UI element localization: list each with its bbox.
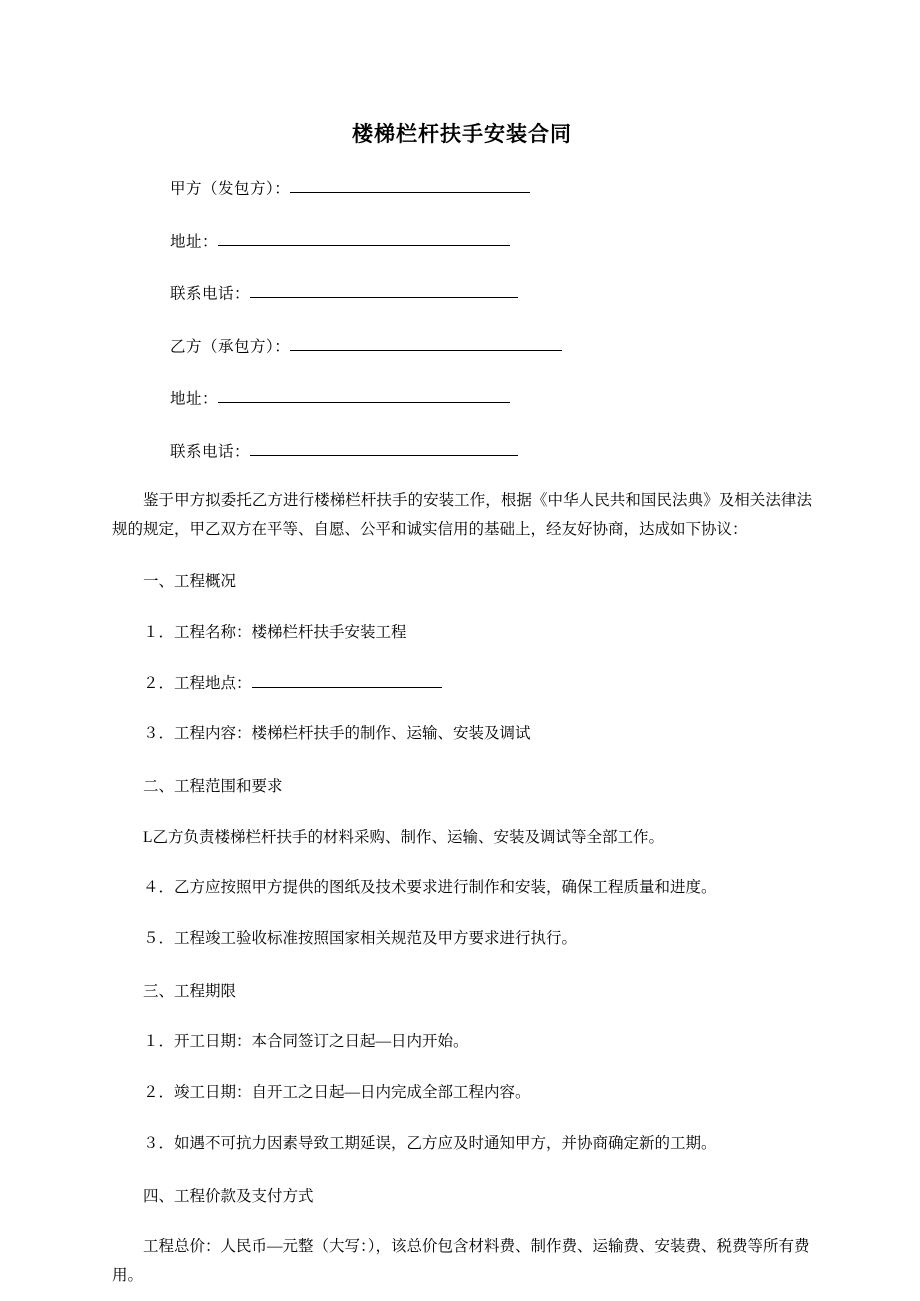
section-1-item-1 xyxy=(112,619,812,648)
section-2-item-1 xyxy=(112,824,812,853)
document-body xyxy=(112,0,812,1291)
party-blank[interactable] xyxy=(290,176,530,193)
item-text: ３．如遇不可抗力因素导致工期延误，乙方应及时通知甲方，并协商确定新的工期。 xyxy=(143,1134,717,1152)
party-blank[interactable] xyxy=(218,386,510,403)
item-text: ５．工程竣工验收标准按照国家相关规范及甲方要求进行执行。 xyxy=(143,930,578,948)
section-heading-4: 四、工程价款及支付方式 xyxy=(143,1187,314,1205)
item-text: ４．乙方应按照甲方提供的图纸及技术要求进行制作和安装，确保工程质量和进度。 xyxy=(143,879,717,897)
section-3-item-3 xyxy=(112,1130,812,1159)
section-1-item-3 xyxy=(112,720,812,749)
party-field-yifang xyxy=(112,334,812,359)
party-label: 地址： xyxy=(170,390,219,408)
page-title: 楼梯栏杆扶手安装合同 xyxy=(352,123,572,146)
party-label: 乙方（承包方）： xyxy=(170,337,291,355)
section-3-item-1 xyxy=(112,1028,812,1057)
section-2-item-2 xyxy=(112,874,812,903)
item-text: ２．竣工日期：自开工之日起—日内完成全部工程内容。 xyxy=(143,1084,531,1102)
section-1-item-2 xyxy=(112,670,812,699)
party-label: 联系电话： xyxy=(170,285,251,303)
section-heading-1: 一、工程概况 xyxy=(143,573,237,591)
section-heading-3: 三、工程期限 xyxy=(143,982,237,1000)
item-text: １．工程名称：楼梯栏杆扶手安装工程 xyxy=(143,624,407,642)
party-field-jiafang-phone xyxy=(112,281,812,306)
item-text: ３．工程内容：楼梯栏杆扶手的制作、运输、安装及调试 xyxy=(143,725,531,743)
preamble-paragraph: 鉴于甲方拟委托乙方进行楼梯栏杆扶手的安装工作，根据《中华人民共和国民法典》及相关法律法规的规定，甲乙双方在平等、自愿、公平和诚实信用的基础上，经友好协商，达成如下协议： xyxy=(112,492,812,538)
item-text: ２．工程地点： xyxy=(143,674,252,692)
item-text: １．开工日期：本合同签订之日起—日内开始。 xyxy=(143,1033,469,1051)
party-blank[interactable] xyxy=(218,229,510,246)
party-field-yifang-address xyxy=(112,386,812,411)
party-blank[interactable] xyxy=(250,281,518,298)
party-label: 甲方（发包方）： xyxy=(170,180,291,198)
item-text: L乙方负责楼梯栏杆扶手的材料采购、制作、运输、安装及调试等全部工作。 xyxy=(143,828,664,846)
section-4-item-1 xyxy=(112,1233,812,1290)
party-field-jiafang-address xyxy=(112,229,812,254)
project-location-blank[interactable] xyxy=(252,671,442,688)
party-blank[interactable] xyxy=(250,439,518,456)
section-2-item-3 xyxy=(112,925,812,954)
party-label: 地址： xyxy=(170,232,219,250)
section-heading-2: 二、工程范围和要求 xyxy=(143,778,283,796)
party-field-yifang-phone xyxy=(112,439,812,464)
party-label: 联系电话： xyxy=(170,442,251,460)
party-field-jiafang xyxy=(112,176,812,201)
section-3-item-2 xyxy=(112,1079,812,1108)
party-blank[interactable] xyxy=(290,334,562,351)
item-text: 工程总价：人民币—元整（大写：），该总价包含材料费、制作费、运输费、安装费、税费等所有费用。 xyxy=(112,1238,810,1284)
